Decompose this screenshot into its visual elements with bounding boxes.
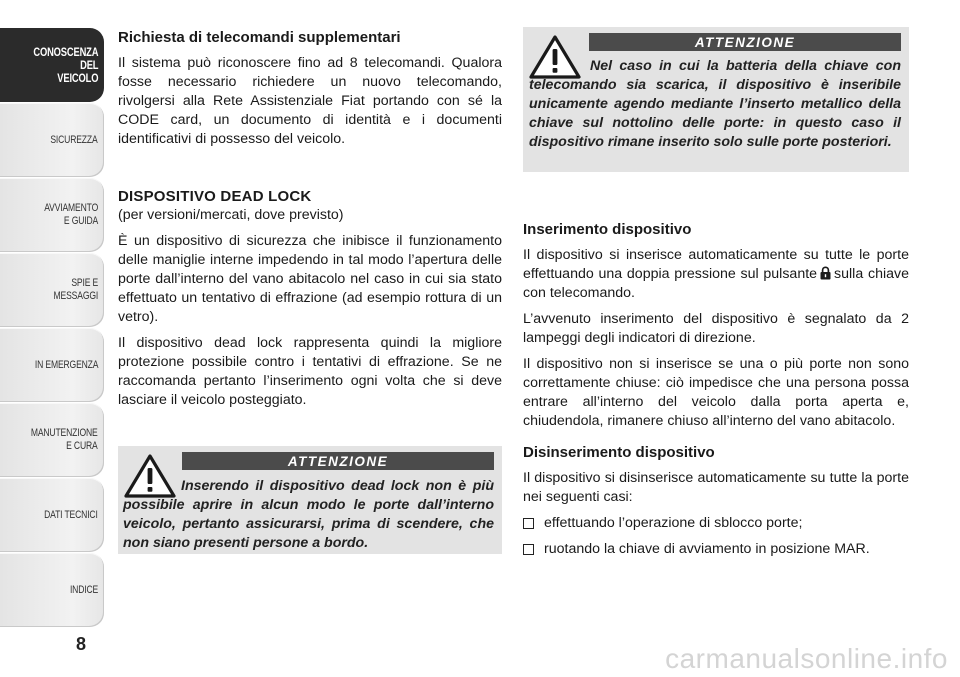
checkbox-square-icon: [523, 518, 534, 529]
warning-header: ATTENZIONE: [182, 452, 494, 470]
paragraph-telecomandi: Il sistema può riconoscere fino ad 8 telecomandi. Qualora fosse necessario richiedere un nuovo telecomando, rivolgersi alla Rete Assistenziale Fiat portando con sé la CODE card, un documento di identità e i documenti identificativi di possesso del veicolo.: [118, 55, 502, 147]
tab-label: SPIE E MESSAGGI: [53, 277, 98, 302]
padlock-icon: [820, 266, 831, 280]
tab-label: SICUREZZA: [50, 133, 98, 146]
warning-box-dead-lock: [118, 446, 502, 554]
section-title-disinserimento: Disinserimento dispositivo: [523, 444, 715, 461]
watermark: carmanualsonline.info: [665, 643, 948, 674]
tab-indice[interactable]: [0, 553, 104, 627]
right-column: [523, 220, 909, 566]
tab-label: MANUTENZIONE E CURA: [31, 427, 98, 452]
paragraph-inserimento-1a: Il dispositivo si inserisce automaticamente su tutte le porte effettuando una doppia pressione sul pulsante: [523, 247, 909, 282]
tab-manutenzione-e-cura[interactable]: [0, 403, 104, 477]
tab-in-emergenza[interactable]: [0, 328, 104, 402]
list-item: [523, 514, 909, 533]
warning-box-batteria: [523, 27, 909, 172]
warning-text: Inserendo il dispositivo dead lock non è più possibile aprire in alcun modo le porte dall’interno veicolo, pertanto assicurarsi, prima di scendere, che non siano presenti persone a bordo.: [123, 478, 494, 551]
paragraph-inserimento-3: Il dispositivo non si inserisce se una o più porte non sono correttamente chiuse: ciò impedisce che una persona possa entrare all’interno del veicolo dalla porta aperta e, chiudendola, rimanere chiuso all’interno del vano abitacolo.: [523, 356, 909, 429]
paragraph-inserimento-1b: sulla chiave con telecomando.: [523, 266, 909, 301]
tab-dati-tecnici[interactable]: [0, 478, 104, 552]
tab-label: CONOSCENZA DEL VEICOLO: [32, 44, 98, 85]
tab-label: IN EMERGENZA: [34, 358, 98, 371]
tab-conoscenza-del-veicolo[interactable]: [0, 28, 104, 102]
paragraph-disinserimento: Il dispositivo si disinserisce automaticamente su tutte la porte nei seguenti casi:: [523, 470, 909, 505]
paragraph-dead-lock-2: Il dispositivo dead lock rappresenta quindi la migliore protezione possibile contro i tentativi di effrazione. Se ne raccomanda pertanto l’inserimento ogni volta che si deve lasciare il veicolo posteggiato.: [118, 335, 502, 408]
tab-label: DATI TECNICI: [44, 508, 98, 521]
paragraph-inserimento-2: L’avvenuto inserimento del dispositivo è segnalato da 2 lampeggi degli indicatori di direzione.: [523, 311, 909, 346]
warning-header: ATTENZIONE: [589, 33, 901, 51]
section-title-inserimento: Inserimento dispositivo: [523, 221, 692, 238]
paragraph-dead-lock-1: È un dispositivo di sicurezza che inibisce il funzionamento delle maniglie interne impedendo in tal modo l’apertura delle porte dall’interno del vano abitacolo nel caso in cui sia stato effettuato un tentativo di effrazione (ad esempio rottura di un vetro).: [118, 233, 502, 325]
list-item-text: ruotando la chiave di avviamento in posizione MAR.: [544, 541, 870, 557]
list-item-text: effettuando l’operazione di sblocco porte;: [544, 515, 803, 531]
left-column: [118, 28, 502, 417]
section-title-dead-lock: DISPOSITIVO DEAD LOCK: [118, 188, 312, 205]
bullet-list: [523, 514, 909, 559]
section-title-telecomandi: Richiesta di telecomandi supplementari: [118, 29, 401, 46]
tab-sicurezza[interactable]: [0, 103, 104, 177]
tab-label: INDICE: [69, 583, 98, 596]
section-note-dead-lock: (per versioni/mercati, dove previsto): [118, 207, 344, 223]
paragraph-inserimento-1: [523, 246, 909, 303]
warning-text: Nel caso in cui la batteria della chiave con telecomando sia scarica, il dispositivo è inseribile unicamente agendo mediante l’inserto metallico della chiave sul nottolino delle porte: in questo caso il dispositivo rimane inserito solo sulle porte posteriori.: [529, 58, 901, 150]
tab-spie-e-messaggi[interactable]: [0, 253, 104, 327]
tab-label: AVVIAMENTO E GUIDA: [44, 202, 98, 227]
tab-avviamento-e-guida[interactable]: [0, 178, 104, 252]
checkbox-square-icon: [523, 544, 534, 555]
list-item: [523, 540, 909, 559]
page-number: 8: [76, 634, 87, 654]
